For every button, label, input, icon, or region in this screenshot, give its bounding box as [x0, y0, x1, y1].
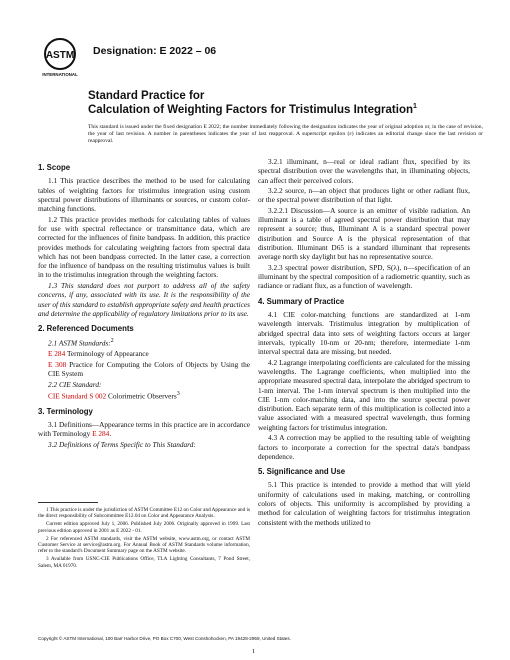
scope-1-2: 1.2 This practice provides methods for calculating tables of values for use with spectral reflectance or transmittance data, which are corrected for the influences of finite bandpass. In addition, this practice provides methods for calculating weighting factors from spectral data which has not been bandpass corrected. In the latter case, a correction for the influence of bandpass on the resulting tristimulus values is built in to the tristimulus integration through the weighting factors.: [38, 214, 250, 280]
def-3-2-1: 3.2.1 illuminant, n—real or ideal radiant flux, specified by its spectral distribution over the wavelengths that, in illuminating objects, can affect their perceived colors.: [258, 157, 470, 185]
term-3-2: 3.2 Definitions of Terms Specific to This Standard:: [48, 439, 196, 449]
ref-e308-link[interactable]: E 308: [48, 359, 67, 369]
title-line-1: Standard Practice for: [88, 90, 205, 102]
ref-e284-title: Terminology of Appearance: [66, 349, 149, 359]
svg-text:INTERNATIONAL: INTERNATIONAL: [42, 72, 78, 77]
footnote-rule: [38, 502, 98, 503]
copyright: Copyright © ASTM International, 100 Barr Harbor Drive, PO Box C700, West Conshohocken, PA 19428-2959, United States.: [38, 636, 291, 641]
left-column: [38, 157, 250, 450]
term-3-1: 3.1 Definitions—Appearance terms in this practice are in accordance with Terminology E 284.: [38, 420, 250, 439]
designation: Designation: E 2022 – 06: [93, 45, 217, 57]
ref-e308: [38, 360, 250, 379]
svg-text:ASTM: ASTM: [45, 50, 75, 61]
term-3-1-text: 3.1 Definitions—Appearance terms in this practice are in accordance with Terminology: [38, 420, 250, 439]
astm-standards-label: [38, 337, 250, 348]
summary-4-2: 4.2 Lagrange interpolating coefficients are calculated for the missing wavelengths. The Lagrange coefficients, when multiplied into the appropriate measured spectral data, interpolate the abridged spectrum to 1-nm interval. The 1-nm interval spectrum is then multiplied into the CIE 1-nm color-matching data, and into the source spectral power distribution. Each separate term of this multiplication is collected into a value associated with a measured spectral wavelength, thus forming weighting factors for tristimulus integration.: [258, 357, 470, 432]
astm-standards-sup: 2: [110, 338, 114, 345]
summary-heading: 4. Summary of Practice: [258, 296, 345, 306]
ref-e308-title: Practice for Computing the Colors of Objects by Using the CIE System: [48, 359, 251, 379]
def-3-2-2-1: 3.2.2.1 Discussion—A source is an emitter of visible radiation. An illuminant is a table of agreed spectral power distribution that may represent a source; thus, Illuminant A is a standard spectral power distribution and Source A is the physical representation of that distribution. Illuminant D65 is a standard illuminant that represents average north sky daylight but has no representative source.: [258, 205, 470, 262]
ref-cie: [38, 390, 250, 401]
footnote-1-edition: Current edition approved July 1, 2006. Published July 2006. Originally approved in 1999. Last previous edition approved in 2001 as E 2022 - 01.: [38, 521, 250, 534]
right-column: [258, 157, 470, 528]
terminology-heading: 3. Terminology: [38, 406, 93, 416]
cie-standard-label: 2.2 CIE Standard:: [48, 379, 102, 389]
ref-e284-link[interactable]: E 284: [48, 349, 66, 359]
ref-cie-title: Colorimetric Observers: [108, 391, 177, 401]
def-3-2-3: 3.2.3 spectral power distribution, SPD, S(λ), n—specification of an illuminant by the spectral composition of a radiometric quantity, such as radiance or radiant flux, as a function of wavelength.: [258, 262, 470, 291]
astm-standards-text: 2.1 ASTM Standards:: [48, 338, 111, 348]
astm-logo: [40, 36, 80, 78]
footnote-3: 3 Available from USNC-CIE Publications Office, TLA Lighting Consultants, 7 Pond Street, Salem, MA 01970.: [38, 556, 250, 569]
footnote-1: 1 This practice is under the jurisdiction of ASTM Committee E12 on Color and Appearance and is the direct responsibility of Subcommittee E12.04 on Color and Appearance Analysis.: [38, 507, 250, 520]
scope-heading: 1. Scope: [38, 163, 71, 172]
title-footnote-mark: 1: [413, 103, 417, 110]
ref-cie-link[interactable]: CIE Standard S 002: [48, 391, 107, 401]
title-text: Calculation of Weighting Factors for Tristimulus Integration: [88, 103, 413, 116]
ref-cie-sup: 3: [176, 391, 180, 398]
scope-1-3: 1.3 This standard does not purport to address all of the safety concerns, if any, associated with its use. It is the responsibility of the user of this standard to establish appropriate safety and health practices and determine the applicability of regulatory limitations prior to its use.: [38, 280, 250, 318]
significance-5-1: 5.1 This practice is intended to provide a method that will yield uniformity of calculations used in making, matching, or controlling colors of objects. This uniformity is accomplished by providing a method for calculation of weighting factors for tristimulus integration consistent with the methods utilized to: [258, 480, 470, 527]
significance-heading: 5. Significance and Use: [258, 467, 346, 477]
title-line-2: [88, 103, 417, 116]
footnote-2: 2 For referenced ASTM standards, visit the ASTM website, www.astm.org, or contact ASTM Customer Service at service@astm.org. For Annual Book of ASTM Standards volume information, refer to the standard's Document Summary page on the ASTM website.: [38, 535, 250, 555]
summary-4-1: 4.1 CIE color-matching functions are standardized at 1-nm wavelength intervals. Tristimulus integration by multiplication of abridged spectral data into sets of weighting factors occurs at larger intervals, typically 10-nm or 20-nm; therefore, intermediate 1-nm interval spectral data are missing, but needed.: [258, 310, 470, 357]
referenced-documents-heading: 2. Referenced Documents: [38, 324, 134, 334]
issuance-note: This standard is issued under the fixed designation E 2022; the number immediately following the designation indicates the year of original adoption or, in the case of revision, the year of last revision. A number in parentheses indicates the year of last reapproval. A superscript epsilon (ε) indicates an editorial change since the last revision or reapproval.: [88, 124, 483, 145]
ref-e284: [38, 349, 250, 358]
summary-4-3: 4.3 A correction may be applied to the resulting table of weighting factors to incorporate a correction for the spectral data's bandpass dependence.: [258, 433, 470, 461]
scope-1-1: 1.1 This practice describes the method to be used for calculating tables of weighting factors for tristimulus integration using custom spectral power distributions of illuminants or sources, or custom color-matching functions.: [38, 176, 250, 214]
footnotes: [38, 507, 250, 571]
term-3-1-link[interactable]: E 284: [92, 429, 110, 439]
page-number: 1: [252, 648, 256, 655]
def-3-2-2: 3.2.2 source, n—an object that produces light or other radiant flux, or the spectral power distribution of that light.: [258, 186, 470, 205]
